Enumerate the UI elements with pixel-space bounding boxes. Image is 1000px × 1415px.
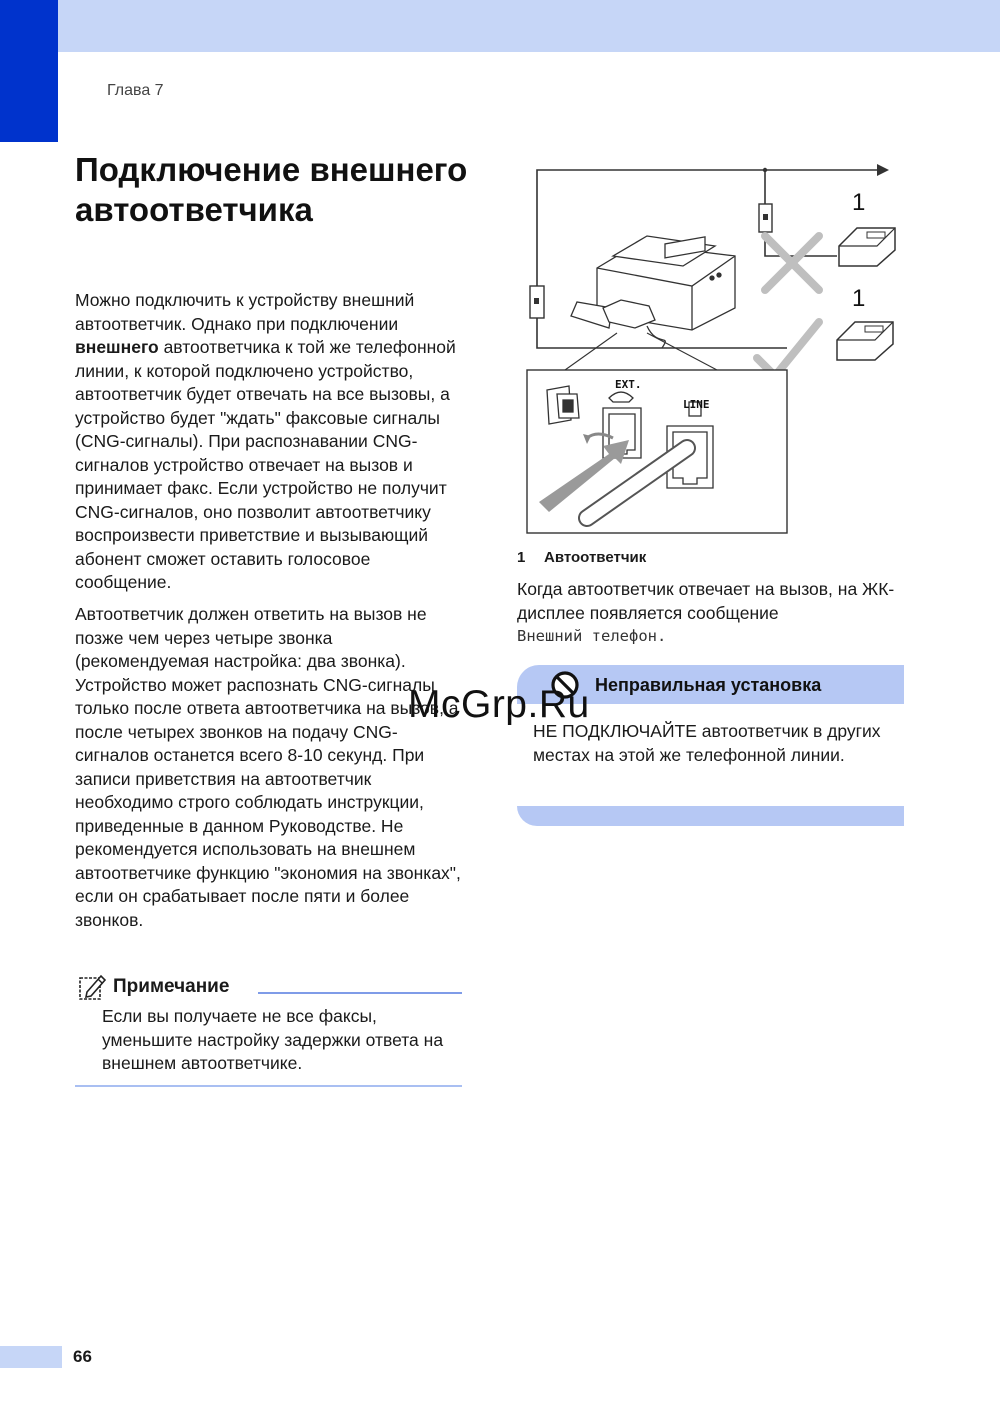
note-title: Примечание	[113, 976, 230, 997]
chapter-label: Глава 7	[107, 82, 164, 99]
warning-footer	[517, 806, 904, 826]
note-bottom-rule	[75, 1085, 462, 1087]
intro-paragraph	[75, 289, 465, 595]
note-rule	[258, 992, 462, 994]
watermark: McGrp.Ru	[408, 683, 590, 726]
ext-port-label: EXT.	[615, 378, 642, 391]
page-number-band	[0, 1346, 62, 1368]
note-header	[75, 972, 462, 1002]
lcd-paragraph-text: Когда автоответчик отвечает на вызов, на ЖК-дисплее появляется сообщение	[517, 579, 895, 623]
header-band	[0, 0, 1000, 52]
chapter-tab	[0, 0, 58, 142]
warning-title: Неправильная установка	[595, 675, 822, 695]
answering-machine-icon-correct	[837, 322, 893, 360]
fax-machine-icon	[571, 236, 735, 330]
note-pencil-icon	[77, 972, 107, 1002]
line-arrow-icon	[877, 164, 889, 176]
callout-top: 1	[852, 189, 866, 216]
connection-diagram	[517, 158, 907, 538]
timing-paragraph: Автоответчик должен ответить на вызов не позже чем через четыре звонка (рекомендуемая настройка: два звонка). Устройство может распознать CNG-сигналы только после ответа автоответчика на вызов, а после четырех звонков на подачу CNG-сигналов останется всего 8-10 секунд. При записи приветствия на автоответчик необходимо строго соблюдать инструкции, приведенные в данном Руководстве. Не рекомендуется использовать на внешнем автоответчике функцию "экономия на звонках", если он срабатывает после пяти и более звонков.	[75, 604, 461, 930]
figure-legend	[517, 549, 646, 566]
cross-icon	[765, 236, 819, 290]
legend-number: 1	[517, 549, 526, 566]
warning-body: НЕ ПОДКЛЮЧАЙТЕ автоответчик в других местах на этой же телефонной линии.	[533, 721, 881, 765]
lcd-paragraph	[517, 578, 907, 649]
line-port-label: LINE	[683, 398, 710, 411]
page-number: 66	[73, 1347, 92, 1366]
page-title: Подключение внешнего автоответчика	[75, 151, 468, 228]
intro-text-start: Можно подключить к устройству внешний автоответчик. Однако при подключении	[75, 290, 415, 334]
answering-machine-icon-wrong	[839, 228, 895, 266]
check-icon	[757, 322, 819, 376]
legend-label: Автоответчик	[544, 549, 647, 566]
note-body: Если вы получаете не все факсы, уменьшите настройку задержки ответа на внешнем автоответчике.	[102, 1006, 444, 1073]
lcd-message: Внешний телефон.	[517, 627, 667, 645]
intro-text-end: автоответчика к той же телефонной линии, к которой подключено устройство, автоответчик будет отвечать на все вызовы, а устройство будет "ждать" факсовые сигналы (CNG-сигналы). При распознавании CNG-сигналов устройство отвечает на вызов и принимает факс. Если устройство не получит CNG-сигналов, оно позволит автоответчику воспроизвести приветствие и вызывающий абонент сможет оставить голосовое сообщение.	[75, 337, 456, 592]
intro-bold-word: внешнего	[75, 337, 159, 357]
callout-bottom: 1	[852, 285, 866, 312]
